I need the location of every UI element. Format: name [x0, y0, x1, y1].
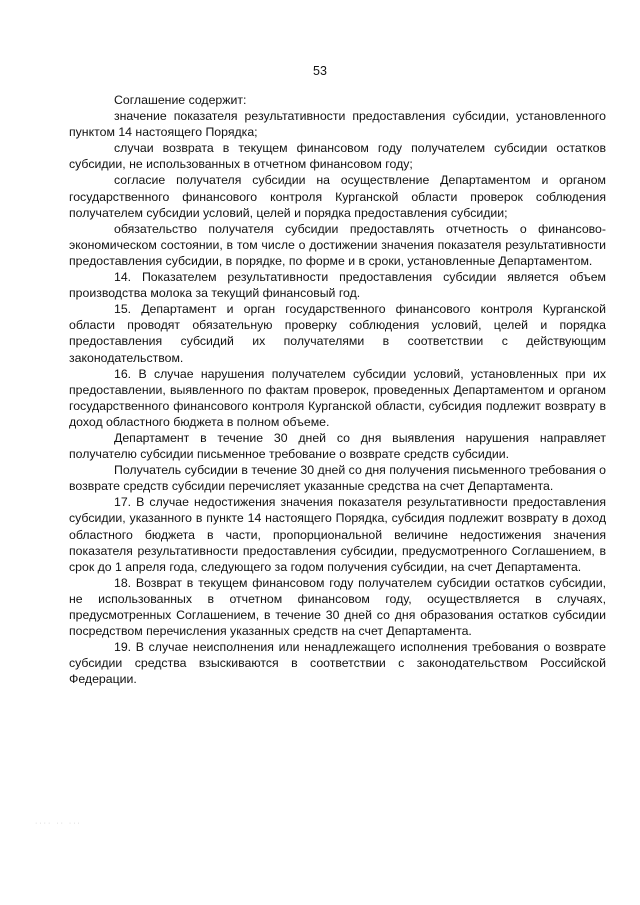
paragraph-item-19: 19. В случае неисполнения или ненадлежащего исполнения требования о возврате субсидии средства взыскиваются в соответствии с законодательством Российской Федерации. [69, 640, 606, 687]
paragraph-indicator-value: значение показателя результативности предоставления субсидии, установленного пунктом 14 настоящего Порядка; [69, 109, 606, 140]
paragraph-item-16: 16. В случае нарушения получателем субсидии условий, установленных при их предоставлении, выявленного по фактам проверок, проведенных Департаментом и органом государственного финансового контроля Курганской области, субсидия подлежит возврату в доход областного бюджета в полном объеме. [69, 366, 606, 429]
paragraph-recipient-transfer: Получатель субсидии в течение 30 дней со дня получения письменного требования о возврате средств субсидии перечисляет указанные средства на счет Департамента. [69, 463, 606, 494]
scan-artifact: ···· ·· ··· [35, 820, 82, 827]
paragraph-agreement-contents: Соглашение содержит: [114, 93, 247, 107]
paragraph-item-15: 15. Департамент и орган государственного финансового контроля Курганской области проводят обязательную проверку соблюдения условий, целей и порядка предоставления субсидий их получателями в соответствии с действующим законодательством. [69, 302, 606, 365]
paragraph-inspection-consent: согласие получателя субсидии на осуществление Департаментом и органом государственного финансового контроля Курганской области проверок соблюдения получателем субсидии условий, целей и порядка предоставления субсидии; [69, 173, 606, 220]
page-number: 53 [313, 64, 327, 78]
paragraph-item-14: 14. Показателем результативности предоставления субсидии является объем производства молока за текущий финансовый год. [69, 270, 606, 301]
paragraph-item-17: 17. В случае недостижения значения показателя результативности предоставления субсидии, указанного в пункте 14 настоящего Порядка, субсидия подлежит возврату в доход областного бюджета в части, пропорциональной величине недостижения значения показателя результативности предоставления субсидии, предусмотренного Соглашением, в срок до 1 апреля года, следующего за годом получения субсидии, на счет Департамента. [69, 495, 606, 574]
paragraph-return-cases: случаи возврата в текущем финансовом году получателем субсидии остатков субсидии, не использованных в отчетном финансовом году; [69, 141, 606, 172]
paragraph-department-notice: Департамент в течение 30 дней со дня выявления нарушения направляет получателю субсидии письменное требование о возврате средств субсидии. [69, 430, 606, 462]
paragraph-reporting-obligation: обязательство получателя субсидии предоставлять отчетность о финансово-экономическом состоянии, в том числе о достижении значения показателя результативности предоставления субсидии, в порядке, по форме и в сроки, установленные Департаментом. [69, 221, 606, 268]
document-body [69, 92, 606, 687]
paragraph-item-18: 18. Возврат в текущем финансовом году получателем субсидии остатков субсидии, не использованных в отчетном финансовом году, осуществляется в случаях, предусмотренных Соглашением, в течение 30 дней со дня образования остатков субсидии посредством перечисления указанных средств на счет Департамента. [69, 575, 606, 639]
